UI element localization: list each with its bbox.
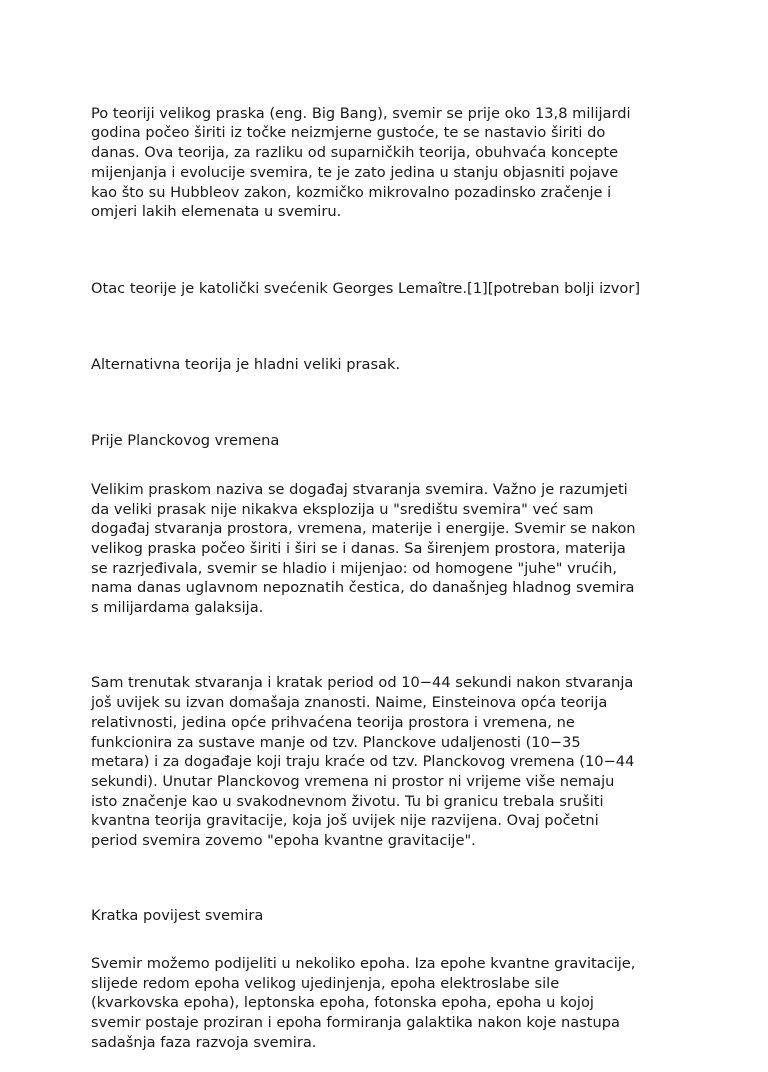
- section-heading-history: Kratka povijest svemira: [91, 906, 264, 924]
- intro-paragraph: Po teoriji velikog praska (eng. Big Bang), svemir se prije oko 13,8 milijardi godina počeo širiti iz točke neizmjerne gustoće, te se nastavio širiti do danas. Ova teorija, za razliku od suparničkih teorija, obuhvaća koncepte mijenjanja i evolucije svemira, te je zato jedina u stanju objasniti pojave kao što su Hubbleov zakon, kozmičko mikrovalno pozadinsko zračenje i omjeri lakih elemenata u svemiru.: [91, 104, 631, 221]
- planck-epoch-paragraph: Sam trenutak stvaranja i kratak period od 10−44 sekundi nakon stvaranja još uvijek su izvan domašaja znanosti. Naime, Einsteinova opća teorija relativnosti, jedina opće prihvaćena teorija prostora i vremena, ne funkcionira za sustave manje od tzv. Planckove udaljenosti (10−35 metara) i za događaje koji traju kraće od tzv. Planckovog vremena (10−44 sekundi). Unutar Planckovog vremena ni prostor ni vrijeme više nemaju isto značenje kao u svakodnevnom životu. Tu bi granicu trebala srušiti kvantna teorija gravitacije, koja još uvijek nije razvijena. Ovaj početni period svemira zovemo "epoha kvantne gravitacije".: [91, 674, 635, 850]
- father-of-theory-paragraph: Otac teorije je katolički svećenik Georges Lemaître.[1][potreban bolji izvor]: [91, 279, 641, 297]
- big-bang-definition-paragraph: Velikim praskom naziva se događaj stvaranja svemira. Važno je razumjeti da veliki prasak nije nikakva eksplozija u "središtu svemira" već sam događaj stvaranja prostora, vremena, materije i energije. Svemir se nakon velikog praska počeo širiti i širi se i danas. Sa širenjem prostora, materija se razrjeđivala, svemir se hladio i mijenjao: od homogene "juhe" vrućih, nama danas uglavnom nepoznatih čestica, do današnjeg hladnog svemira s milijardama galaksija.: [91, 480, 636, 617]
- alternative-theory-paragraph: Alternativna teorija je hladni veliki prasak.: [91, 356, 401, 374]
- document-body: [91, 84, 681, 1072]
- epochs-paragraph: Svemir možemo podijeliti u nekoliko epoha. Iza epohe kvantne gravitacije, slijede redom epoha velikog ujedinjenja, epoha elektroslabe sile (kvarkovska epoha), leptonska epoha, fotonska epoha, epoha u kojoj svemir postaje proziran i epoha formiranja galaktika nakon koje nastupa sadašnja faza razvoja svemira.: [91, 954, 636, 1051]
- section-heading-planck: Prije Planckovog vremena: [91, 432, 280, 450]
